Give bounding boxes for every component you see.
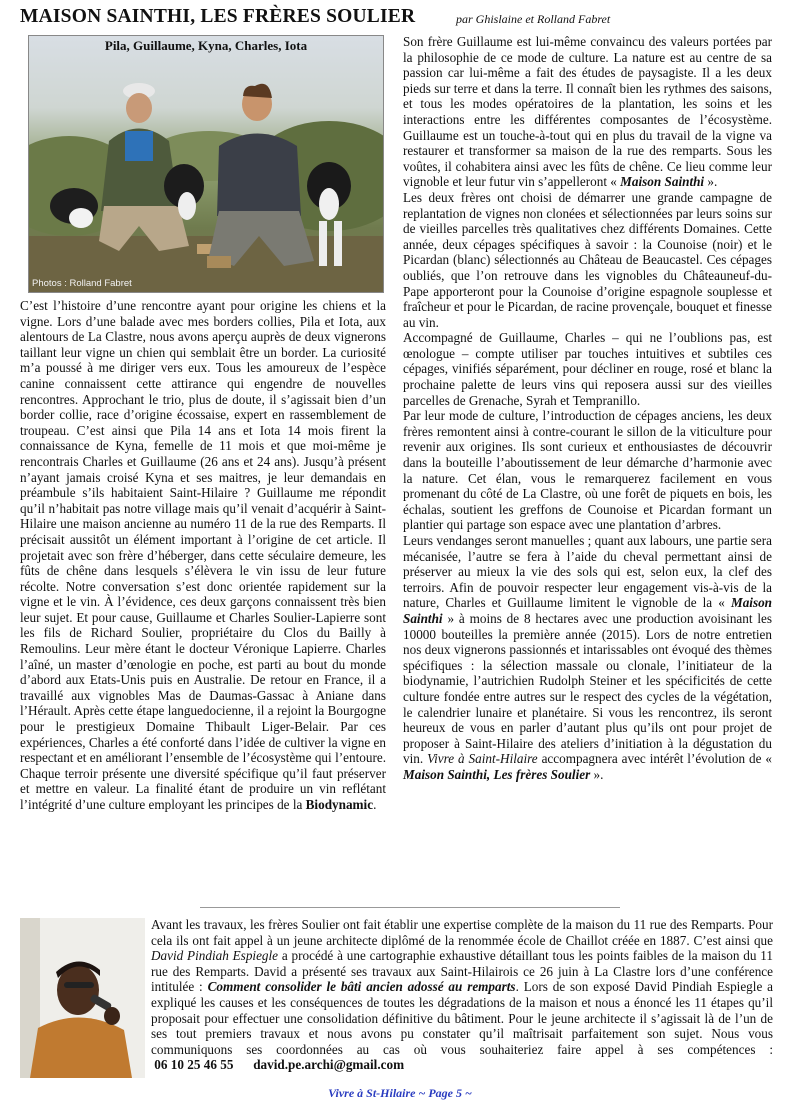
photo-caption: Pila, Guillaume, Kyna, Charles, Iota	[104, 38, 308, 53]
architect-text-part-c: . Lors de son exposé David Pindiah Espiegle a expliqué les causes et les conséquences de toutes les dégradations de la maison et nous a énoncé les 11 étapes qu’il proposait pour effectuer une consolidation définitive du bâtiment. Pour le jeune architecte il s’agissait là de l’un de ses tout premiers travaux et nous avons pu constater qu’il maîtrisait parfaitement son sujet. Nous vous communiquons ses coordonnées au cas où vous souhaiteriez faire appel à ses compétences :	[151, 979, 773, 1057]
architect-section	[151, 917, 773, 1073]
architect-text-part-a: Avant les travaux, les frères Soulier ont fait établir une expertise complète de la maison du 11 rue des Remparts. Pour cela ils ont fait appel à un jeune architecte diplômé de la renommée école de Chaillot créée en 1887. C’est ainsi que	[151, 917, 773, 948]
left-paragraph-1	[20, 298, 386, 813]
right-paragraph-5-part-b: » à moins de 8 hectares avec une production avoisinant les 10000 bouteilles la première année (2015). Lors de notre entretien nos deux vignerons passionnés et intarissables ont évoqué des thèmes spécifiques : la sélection massale ou clonale, l’initiateur de la biodynamie, l’autrichien Rudolph Steiner et les spécificités de cette culture fondée entre autres sur le respect des cycles de la végétation, le calendrier lunaire et planétaire. Si vous les rencontrez, ils seront heureux de vous en parler d’autant plus qu’ils ont pour projet de proposer à Saint-Hilaire des ateliers d’initiation à la dégustation du vin.	[403, 610, 773, 767]
maison-sainthi-full-name: Maison Sainthi, Les frères Soulier	[403, 766, 591, 782]
right-paragraph-1-end: ».	[707, 174, 718, 190]
main-photo-illustration	[29, 36, 383, 292]
left-paragraph-1-end: .	[373, 797, 377, 812]
biodynamic-term: Biodynamic	[305, 797, 374, 812]
page-footer: Vivre à St-Hilaire ~ Page 5 ~	[328, 1086, 472, 1100]
right-paragraph-2: Les deux frères ont choisi de démarrer une grande campagne de replantation de vignes non clonées et sélectionnées par leurs soins sur de vieilles parcelles très qualitatives chez différents Domaines. Cette année, deux cépages spécifiques à savoir : la Counoise (noir) et le Picardan (blanc) sélectionnés au Château de Beaucastel. Ces cépages oubliés, que l’on retrouve dans les vignobles du Châteauneuf-du-Pape apporteront pour la Counoise d’origine espagnole souplesse et fraîcheur et pour le Picardan, de racine provençale, bouquet et finesse au vin.	[403, 189, 772, 330]
left-paragraph-1-text: C’est l’histoire d’une rencontre ayant pour origine les chiens et la vigne. Lors d’une balade avec mes borders collies, Pila et Iota, aux alentours de La Clastre, nous avons aperçu auprès de deux vignerons taillant leur vigne un chien qui semblait être un border. La curiosité m’a poussé à me diriger vers eux. Tous les amoureux de l’espèce canine connaissent cette attirance qui engendre de nouvelles rencontres. Approchant le trio, plus de doute, il s’agissait bien d’un border collie, race d’origine écossaise, expert en rassemblement de troupeau. C’est ainsi que Pila 14 ans et Iota 14 mois firent la connaissance de Kyna, femelle de 11 mois et que moi-même je rencontrais Charles et Guillaume (26 ans et 24 ans). Jusqu’à présent n’ayant jamais croisé Kyna et ses maitres, je leur demandais en préambule s’ils habitaient Saint-Hilaire ? Guillaume me répondit qu’il n’habitait pas notre village mais qu’il venait d’acquérir à Saint-Hilaire une maison ancienne au numéro 11 de la rue des Remparts. Il précisait aussitôt un élément important à l’origine de cet article. Il projetait avec son frère d’héberger, dans cette séculaire demeure, les fûts de chêne dans lesquels s’élèvera le vin issu de leur future récolte. Notre conversation s’est donc orientée rapidement sur la vigne et le vin. À l’évidence, ces deux garçons connaissent très bien leur sujet. Et pour cause, Guillaume et Charles Soulier-Lapierre sont les fils de Richard Soulier, propriétaire du Clos du Bailly à Remoulins. Leur mère étant le docteur Véronique Lapierre. Charles l’aîné, un master d’œnologie en poche, est parti au bout du monde d’abord aux Etats-Unis puis en Australie. De retour en France, il a travaillé aux vignobles Mas de Daumas-Gassac à Aniane dans l’Hérault. Après cette étape languedocienne, il a rejoint la Bourgogne pour le prestigieux Domaine Thibault Liger-Belair. Par ces expériences, Charles a été conforté dans l’idée de cultiver la vigne en respectant et en améliorant l’ensemble de l’écosystème qui l’entoure. Chaque terroir présente une diversité spécifique qu’il faut préserver et mettre en valeur. La finalité étant de produire un vin reflétant l’intégrité d’une culture employant les principes de la	[20, 298, 386, 812]
maison-sainthi-name: Maison Sainthi	[620, 174, 705, 190]
architect-name: David Pindiah Espiegle	[151, 948, 279, 964]
right-paragraph-5-part-c: accompagnera avec intérêt l’évolution de «	[541, 751, 772, 767]
article-title: MAISON SAINTHI, LES FRÈRES SOULIER	[20, 6, 416, 27]
section-divider	[200, 907, 620, 908]
contact-line	[151, 1057, 404, 1072]
right-column	[403, 34, 772, 783]
photo-credit: Photos : Rolland Fabret	[32, 278, 132, 289]
right-paragraph-5-end: ».	[593, 766, 604, 782]
main-photo	[28, 35, 384, 293]
architect-email: david.pe.archi@gmail.com	[253, 1057, 405, 1073]
right-paragraph-1-text: Son frère Guillaume est lui-même convaincu des valeurs portées par la philosophie de ce mode de culture. La nature est au centre de sa passion car lui-même a fait des études de paysagiste. Il a les deux pieds sur terre et dans la terre. Il connaît bien les rythmes des saisons, et tous les modes opératoires de la plantation, les soins et les interactions entre les différentes composantes de l’écosystème. Guillaume est un touche-à-tout qui en plus du travail de la vigne va restaurer et transformer sa maison de la rue des remparts. Sous les voûtes, il cohabitera ainsi avec les fûts de chêne. Ce lieu comme leur vignoble et leur futur vin s’appelleront «	[403, 34, 772, 190]
conference-title: Comment consolider le bâti ancien adossé au remparts	[207, 979, 516, 995]
right-paragraph-1	[403, 34, 772, 190]
left-column	[20, 298, 386, 813]
architect-photo-illustration	[20, 918, 145, 1078]
architect-phone: 06 10 25 46 55	[154, 1057, 234, 1073]
maison-sainthi-name-2: Maison Sainthi	[403, 595, 773, 626]
architect-text-part-b: a procédé à une cartographie exhaustive détaillant tous les points faibles de la maison du 11 rue des Remparts. David a présenté ses travaux aux Saint-Hilairois ce 26 juin à La Clastre lors d’une conférence intitulée :	[151, 948, 774, 995]
architect-photo	[20, 918, 145, 1078]
right-paragraph-5	[403, 533, 772, 783]
magazine-name: Vivre à Saint-Hilaire	[427, 751, 538, 767]
right-paragraph-4: Par leur mode de culture, l’introduction de cépages anciens, les deux frères remontent ainsi à contre-courant le sillon de la viticulture pour revenir aux origines. Ils sont curieux et enthousiastes de découvrir dans la bouteille l’aboutissement de leur démarche d’harmonie avec la nature. Cet élan, vous le remarquerez facilement en vous promenant du côté de La Clastre, où une forêt de piquets en bois, les échalas, soutient les greffons de Counoise et Picardan formant un plantier qui partage son espace avec une plantation d’arbres.	[403, 408, 772, 533]
right-paragraph-3: Accompagné de Guillaume, Charles – qui ne l’oublions pas, est œnologue – compte utiliser par touches intuitives et subtiles ces cépages, vinifiés séparément, pour décliner en rouge, rosé et blanc la prochaine palette de leurs vins qui reposera aussi sur des vieilles parcelles de Grenache, Syrah et Tempranillo.	[403, 330, 772, 408]
article-byline: par Ghislaine et Rolland Fabret	[456, 12, 611, 26]
right-paragraph-5-part-a: Leurs vendanges seront manuelles ; quant aux labours, une partie sera mécanisée, l’autre se fera à l’aide du cheval permettant ainsi de préserver au mieux la vie des sols qui est, selon eux, la clef des terroirs. Afin de pouvoir respecter leur engagement vis-à-vis de la nature, Charles et Guillaume limitent le vignoble de la «	[403, 533, 772, 611]
